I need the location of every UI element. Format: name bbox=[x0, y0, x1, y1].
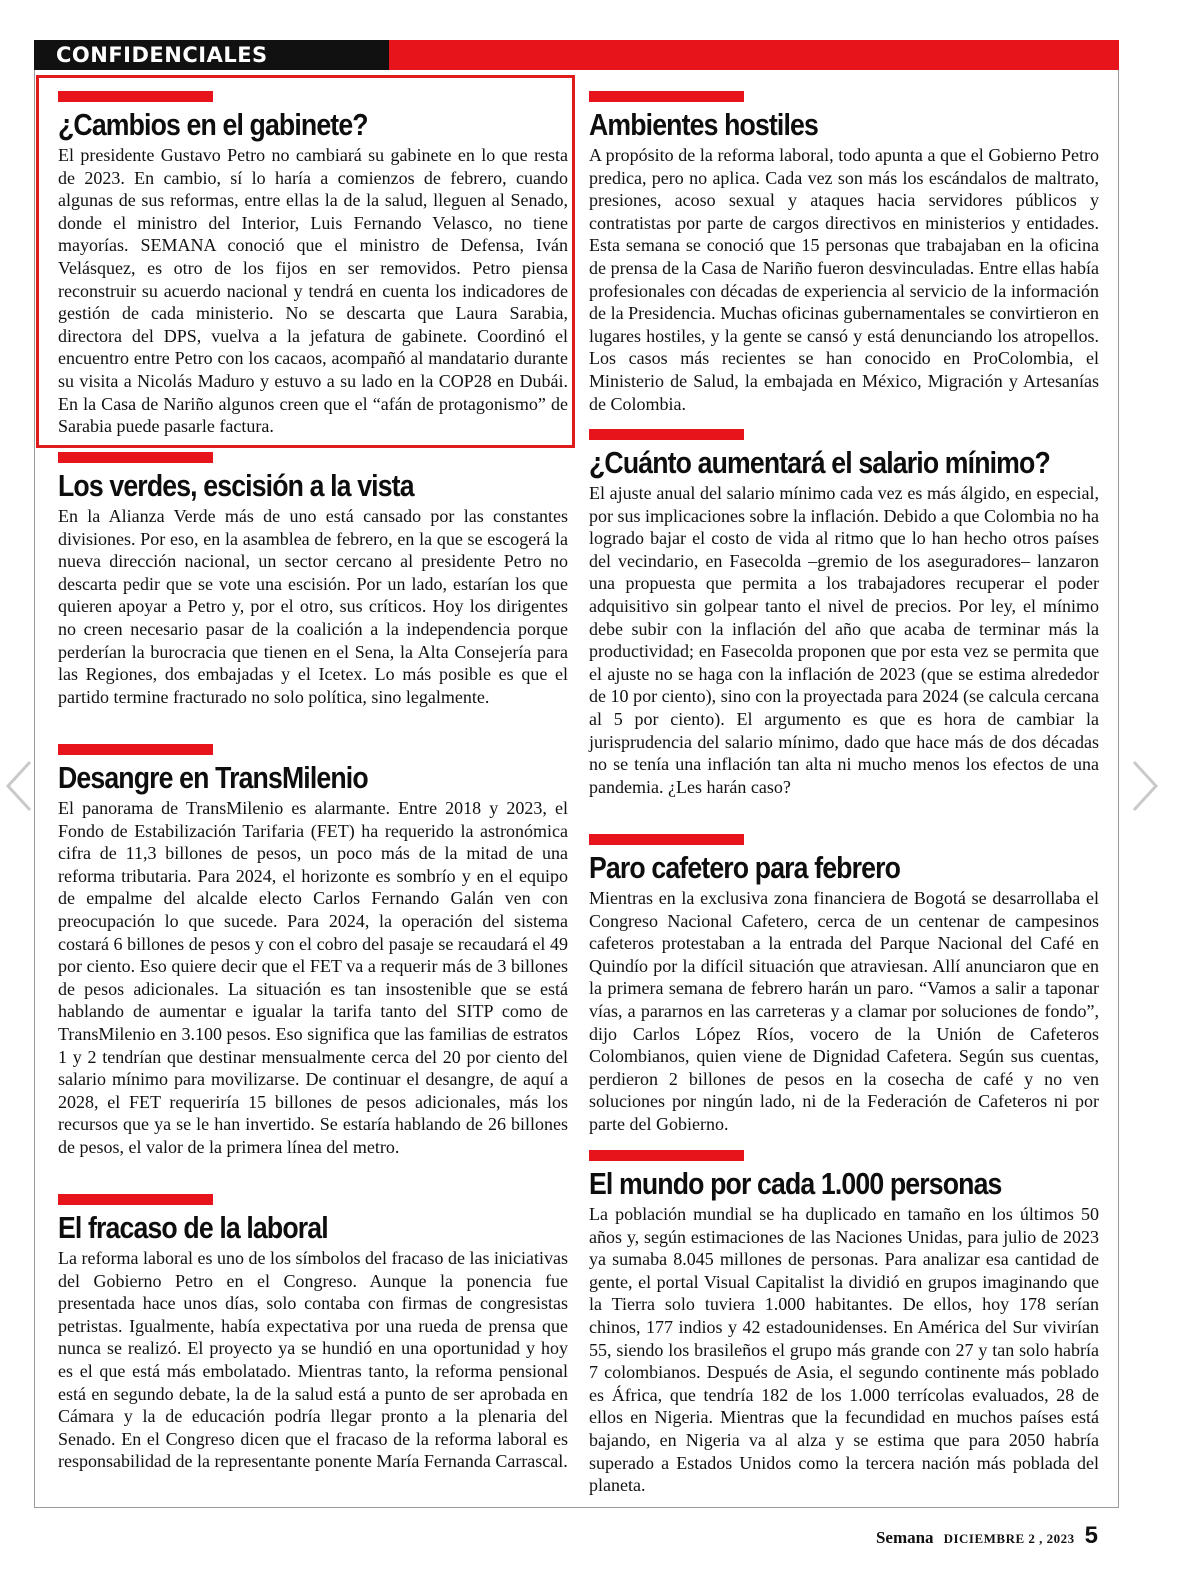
page-number: 5 bbox=[1084, 1522, 1098, 1549]
article-body: El presidente Gustavo Petro no cambiará su gabinete en lo que resta de 2023. En cambio, sí lo haría a comienzos de febrero, cuando algunas de sus reformas, entre ellas la de la salud, lleguen al Senado, donde el ministro del Interior, Luis Fernando Velasco, no tiene mayorías. SEMANA conoció que el ministro de Defensa, Iván Velásquez, es otro de los fijos en ser removidos. Petro piensa reconstruir su acuerdo nacional y tendrá en cuenta los indicadores de gestión de cada ministerio. No se descarta que Laura Sarabia, directora del DPS, vuelva a la jefatura de gabinete. Coordinó el encuentro entre Petro con los cacaos, acompañó al mandatario durante su visita a Nicolás Maduro y estuvo a su lado en la COP28 en Dubái. En la Casa de Nariño algunos creen que el “afán de protagonismo” de Sarabia puede pasarle factura. bbox=[58, 145, 568, 437]
article-marker bbox=[589, 91, 744, 102]
article-marker bbox=[58, 1194, 213, 1205]
article-marker bbox=[589, 429, 744, 440]
article-body: El panorama de TransMilenio es alarmante. Entre 2018 y 2023, el Fondo de Estabilización Tarifaria (FET) ha requerido la astronómica cifra de 11,3 billones de pesos, un poco más de la mitad de una reforma tributaria. Para 2024, el horizonte es sombrío y en el equipo de empalme del alcalde electo Carlos Fernando Galán ven con preocupación lo que sucede. Para 2024, la operación del sistema costará 6 billones de pesos y con el cobro del pasaje se recaudará el 49 por ciento. Eso quiere decir que el FET va a requerir más de 3 billones de pesos adicionales. La situación es tan insostenible que se está hablando de aumentar e igualar la tarifa tanto del SITP como de TransMilenio en 3.100 pesos. Eso significa que las familias de estratos 1 y 2 tendrían que destinar mensualmente cerca del 20 por ciento del salario mínimo para movilizarse. De continuar el desangre, de aquí a 2028, el FET requeriría 15 billones de pesos adicionales, más los recursos que ya se le han invertido. Se estaría hablando de 26 billones de pesos, el valor de la primera línea del metro. bbox=[58, 798, 568, 1157]
article-fracaso-laboral bbox=[58, 1194, 568, 1473]
article-body: A propósito de la reforma laboral, todo apunta a que el Gobierno Petro predica, pero no aplica. Cada vez son más los escándalos de maltrato, presiones, acoso sexual y ataques hacia servidores públicos y contratistas por parte de cargos directivos en ministerios y entidades. Esta semana se conoció que 15 personas que trabajaban en la oficina de prensa de la Casa de Nariño fueron desvinculadas. Entre ellas había profesionales con décadas de experiencia al servicio de la información de la Presidencia. Muchas oficinas gubernamentales se convirtieron en lugares hostiles, y la gente se cansó y está denunciando los atropellos. Los casos más recientes se han conocido en ProColombia, el Ministerio de Salud, la embajada en México, Migración y Artesanías de Colombia. bbox=[589, 145, 1099, 414]
section-label: CONFIDENCIALES bbox=[34, 40, 389, 70]
selection-highlight bbox=[36, 75, 575, 448]
article-title: El mundo por cada 1.000 personas bbox=[589, 1166, 1002, 1201]
issue-date: DICIEMBRE 2 , 2023 bbox=[943, 1531, 1075, 1546]
article-title: El fracaso de la laboral bbox=[58, 1210, 328, 1245]
article-title: Desangre en TransMilenio bbox=[58, 760, 368, 795]
article-body: El ajuste anual del salario mínimo cada vez es más álgido, en especial, por sus implicaciones sobre la inflación. Debido a que Colombia no ha logrado bajar el costo de vida al ritmo que lo han hecho otros países del vecindario, en Fasecolda –gremio de los aseguradores– lanzaron una propuesta que permita a los trabajadores recuperar el poder adquisitivo sin golpear tanto el nivel de precios. Por ley, el mínimo debe subir con la inflación del año que acaba de terminar más la productividad; en Fasecolda proponen que por esta vez se permita que el ajuste no se haga con la inflación de 2023 (que se estima alrededor de 10 por ciento), sino con la proyectada para 2024 (se calcula cercana al 5 por ciento). El argumento es que es hora de cambiar la jurisprudencia del salario mínimo, dado que hace más de dos décadas no se tenía una inflación tan alta ni mucho menos los efectos de una pandemia. ¿Les harán caso? bbox=[589, 483, 1099, 797]
article-title: ¿Cuánto aumentará el salario mínimo? bbox=[589, 445, 1050, 480]
article-marker bbox=[58, 452, 213, 463]
article-verdes-escision bbox=[58, 452, 568, 708]
article-body: Mientras en la exclusiva zona financiera de Bogotá se desarrollaba el Congreso Nacional Cafetero, cerca de un centenar de campesinos cafeteros protestaban a la entrada del Parque Nacional del Café en Quindío por la difícil situación que atraviesan. Allí anunciaron que en la primera semana de febrero harán un paro. “Vamos a salir a taponar vías, a pararnos en las carreteras y a clamar por soluciones de fondo”, dijo Carlos López Ríos, vocero de la Unión de Cafeteros Colombianos, quien viene de Dignidad Cafetera. Según sus cuentas, perdieron 2 billones de pesos en la cosecha de café y no ven soluciones por ningún lado, ni de la Federación de Cafeteros ni por parte del Gobierno. bbox=[589, 888, 1099, 1134]
article-title: Paro cafetero para febrero bbox=[589, 850, 901, 885]
article-body: La población mundial se ha duplicado en tamaño en los últimos 50 años y, según estimaciones de las Naciones Unidas, para julio de 2023 ya sumaba 8.045 millones de personas. Para analizar esa cantidad de gente, el portal Visual Capitalist la dividió en grupos imaginando que la Tierra solo tuviera 1.000 habitantes. De ellos, hoy 178 serían chinos, 177 indios y 42 estadounidenses. En América del Sur vivirían 55, siendo los brasileños el grupo más grande con 27 y tan solo habría 7 colombianos. Después de Asia, el segundo continente más poblado es África, que tendría 182 de los 1.000 terrícolas evaluados, 28 de ellos en Nigeria. Mientras que la fecundidad en muchos países está bajando, en Nigeria va al alza y se estima que para 2050 habría superado a Estados Unidos como la tercera nación más poblada del planeta. bbox=[589, 1204, 1099, 1496]
article-marker bbox=[589, 1150, 744, 1161]
article-title: Ambientes hostiles bbox=[589, 107, 818, 142]
article-ambientes-hostiles bbox=[589, 91, 1099, 415]
article-mundo-1000 bbox=[589, 1150, 1099, 1497]
magazine-name: Semana bbox=[875, 1528, 934, 1547]
article-body: En la Alianza Verde más de uno está cansado por las constantes divisiones. Por eso, en la asamblea de febrero, en la que se escogerá la nueva dirección nacional, un sector cercano al presidente Petro no descarta pedir que se vote una escisión. Por un lado, estarían los que quieren apoyar a Petro y, por el otro, sus críticos. Hoy los dirigentes no creen necesario pasar de la coalición a la independencia porque perderían la burocracia que tienen en el Sena, la Alta Consejería para las Regiones, dos embajadas y el Icetex. Lo más posible es que el partido termine fracturado no solo política, sino legalmente. bbox=[58, 506, 568, 707]
article-desangre-transmilenio bbox=[58, 744, 568, 1159]
page-footer bbox=[876, 1522, 1098, 1550]
chevron-right-icon[interactable] bbox=[1130, 758, 1160, 814]
article-title: Los verdes, escisión a la vista bbox=[58, 468, 414, 503]
article-marker bbox=[58, 744, 213, 755]
article-marker bbox=[589, 834, 744, 845]
article-title: ¿Cambios en el gabinete? bbox=[58, 107, 368, 142]
article-salario-minimo bbox=[589, 429, 1099, 798]
article-paro-cafetero bbox=[589, 834, 1099, 1136]
article-body: La reforma laboral es uno de los símbolos del fracaso de las iniciativas del Gobierno Petro en el Congreso. Aunque la ponencia fue presentada hace unos días, solo contaba con firmas de congresistas petristas. Igualmente, había expectativa por una rueda de prensa que nunca se realizó. El proyecto ya se hundió en una oportunidad y hoy es el que está más embolatado. Mientras tanto, la reforma pensional está en segundo debate, la de la salud está a punto de ser aprobada en Cámara y la de educación podría llegar pronto a la plenaria del Senado. En el Congreso dicen que el fracaso de la reforma laboral es responsabilidad de la representante ponente María Fernanda Carrascal. bbox=[58, 1248, 568, 1472]
chevron-left-icon[interactable] bbox=[4, 758, 34, 814]
